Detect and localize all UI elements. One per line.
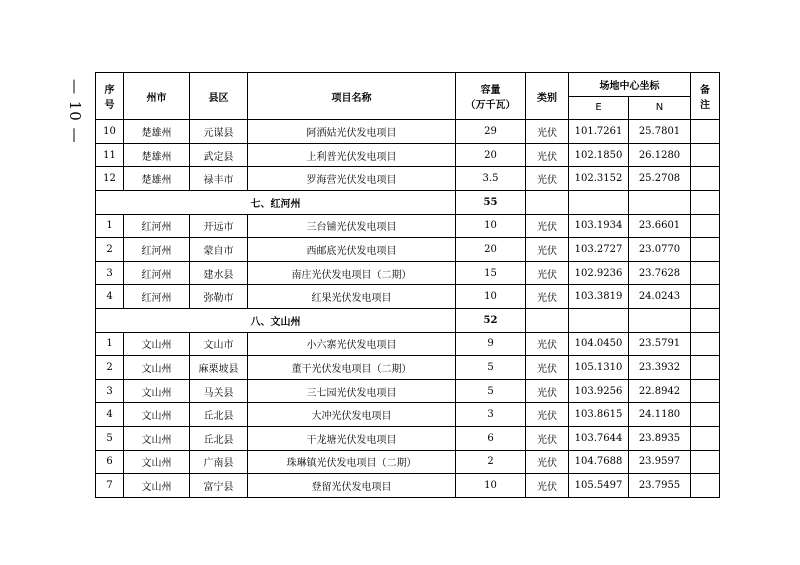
category-cell: 光伏 bbox=[526, 450, 569, 474]
city-cell: 文山州 bbox=[124, 403, 190, 427]
section-title: 七、红河州 bbox=[96, 190, 456, 214]
remark-cell bbox=[691, 450, 720, 474]
table-row bbox=[96, 474, 720, 498]
project-name-cell: 西邮底光伏发电项目 bbox=[248, 238, 456, 262]
city-cell: 红河州 bbox=[124, 214, 190, 238]
project-table bbox=[95, 72, 720, 498]
seq-cell: 6 bbox=[96, 450, 124, 474]
capacity-cell: 20 bbox=[456, 238, 526, 262]
county-cell: 开远市 bbox=[190, 214, 248, 238]
table-row bbox=[96, 285, 720, 309]
capacity-cell: 3 bbox=[456, 403, 526, 427]
city-cell: 文山州 bbox=[124, 379, 190, 403]
county-cell: 丘北县 bbox=[190, 426, 248, 450]
category-cell: 光伏 bbox=[526, 356, 569, 380]
coord-e-cell: 104.0450 bbox=[569, 332, 629, 356]
project-name-cell: 三台铺光伏发电项目 bbox=[248, 214, 456, 238]
coord-n-cell: 25.2708 bbox=[629, 167, 691, 191]
header-coord-n: N bbox=[629, 96, 691, 120]
project-name-cell: 上利普光伏发电项目 bbox=[248, 143, 456, 167]
seq-cell: 4 bbox=[96, 403, 124, 427]
project-name-cell: 罗海营光伏发电项目 bbox=[248, 167, 456, 191]
category-cell: 光伏 bbox=[526, 403, 569, 427]
city-cell: 文山州 bbox=[124, 474, 190, 498]
project-name-cell: 干龙塘光伏发电项目 bbox=[248, 426, 456, 450]
remark-cell bbox=[691, 403, 720, 427]
county-cell: 广南县 bbox=[190, 450, 248, 474]
category-cell: 光伏 bbox=[526, 426, 569, 450]
seq-cell: 2 bbox=[96, 238, 124, 262]
table-row bbox=[96, 238, 720, 262]
header-city: 州市 bbox=[124, 73, 190, 120]
coord-n-cell: 23.7955 bbox=[629, 474, 691, 498]
coord-n-cell: 24.0243 bbox=[629, 285, 691, 309]
remark-cell bbox=[691, 214, 720, 238]
category-cell: 光伏 bbox=[526, 120, 569, 144]
coord-n-cell: 23.3932 bbox=[629, 356, 691, 380]
city-cell: 文山州 bbox=[124, 332, 190, 356]
seq-cell: 4 bbox=[96, 285, 124, 309]
empty-cell bbox=[569, 190, 629, 214]
remark-cell bbox=[691, 356, 720, 380]
coord-e-cell: 105.5497 bbox=[569, 474, 629, 498]
project-name-cell: 小六寨光伏发电项目 bbox=[248, 332, 456, 356]
coord-n-cell: 24.1180 bbox=[629, 403, 691, 427]
city-cell: 文山州 bbox=[124, 356, 190, 380]
empty-cell bbox=[629, 190, 691, 214]
empty-cell bbox=[569, 308, 629, 332]
seq-cell: 12 bbox=[96, 167, 124, 191]
header-seq-line1: 序 bbox=[104, 85, 115, 97]
category-cell: 光伏 bbox=[526, 474, 569, 498]
county-cell: 元谋县 bbox=[190, 120, 248, 144]
county-cell: 文山市 bbox=[190, 332, 248, 356]
county-cell: 建水县 bbox=[190, 261, 248, 285]
header-row bbox=[96, 73, 720, 97]
category-cell: 光伏 bbox=[526, 332, 569, 356]
city-cell: 楚雄州 bbox=[124, 143, 190, 167]
category-cell: 光伏 bbox=[526, 261, 569, 285]
section-row bbox=[96, 190, 720, 214]
capacity-cell: 9 bbox=[456, 332, 526, 356]
table-row bbox=[96, 167, 720, 191]
remark-cell bbox=[691, 379, 720, 403]
coord-e-cell: 104.7688 bbox=[569, 450, 629, 474]
project-name-cell: 三七园光伏发电项目 bbox=[248, 379, 456, 403]
remark-cell bbox=[691, 261, 720, 285]
remark-cell bbox=[691, 167, 720, 191]
seq-cell: 10 bbox=[96, 120, 124, 144]
city-cell: 红河州 bbox=[124, 261, 190, 285]
header-category: 类别 bbox=[526, 73, 569, 120]
coord-e-cell: 102.1850 bbox=[569, 143, 629, 167]
coord-e-cell: 103.2727 bbox=[569, 238, 629, 262]
capacity-cell: 29 bbox=[456, 120, 526, 144]
empty-cell bbox=[526, 308, 569, 332]
table-row bbox=[96, 143, 720, 167]
county-cell: 马关县 bbox=[190, 379, 248, 403]
county-cell: 武定县 bbox=[190, 143, 248, 167]
section-capacity: 55 bbox=[456, 190, 526, 214]
capacity-cell: 6 bbox=[456, 426, 526, 450]
coord-e-cell: 103.8615 bbox=[569, 403, 629, 427]
empty-cell bbox=[691, 308, 720, 332]
coord-n-cell: 22.8942 bbox=[629, 379, 691, 403]
coord-e-cell: 101.7261 bbox=[569, 120, 629, 144]
city-cell: 文山州 bbox=[124, 426, 190, 450]
capacity-cell: 5 bbox=[456, 356, 526, 380]
seq-cell: 2 bbox=[96, 356, 124, 380]
coord-e-cell: 102.3152 bbox=[569, 167, 629, 191]
county-cell: 麻栗坡县 bbox=[190, 356, 248, 380]
seq-cell: 3 bbox=[96, 261, 124, 285]
seq-cell: 7 bbox=[96, 474, 124, 498]
city-cell: 文山州 bbox=[124, 450, 190, 474]
table-row bbox=[96, 120, 720, 144]
capacity-cell: 5 bbox=[456, 379, 526, 403]
city-cell: 红河州 bbox=[124, 238, 190, 262]
section-row bbox=[96, 308, 720, 332]
coord-n-cell: 26.1280 bbox=[629, 143, 691, 167]
project-name-cell: 大冲光伏发电项目 bbox=[248, 403, 456, 427]
seq-cell: 1 bbox=[96, 214, 124, 238]
project-name-cell: 红果光伏发电项目 bbox=[248, 285, 456, 309]
table-row bbox=[96, 332, 720, 356]
category-cell: 光伏 bbox=[526, 238, 569, 262]
coord-e-cell: 103.9256 bbox=[569, 379, 629, 403]
capacity-cell: 20 bbox=[456, 143, 526, 167]
empty-cell bbox=[526, 190, 569, 214]
category-cell: 光伏 bbox=[526, 285, 569, 309]
county-cell: 丘北县 bbox=[190, 403, 248, 427]
county-cell: 蒙自市 bbox=[190, 238, 248, 262]
seq-cell: 11 bbox=[96, 143, 124, 167]
coord-e-cell: 103.7644 bbox=[569, 426, 629, 450]
seq-cell: 3 bbox=[96, 379, 124, 403]
capacity-cell: 10 bbox=[456, 474, 526, 498]
header-seq bbox=[96, 73, 124, 120]
county-cell: 弥勒市 bbox=[190, 285, 248, 309]
header-remark-line2: 注 bbox=[700, 100, 710, 112]
header-capacity-line2: （万千瓦） bbox=[465, 100, 516, 112]
table-row bbox=[96, 356, 720, 380]
table-row bbox=[96, 426, 720, 450]
coord-e-cell: 103.3819 bbox=[569, 285, 629, 309]
coord-n-cell: 23.6601 bbox=[629, 214, 691, 238]
table-row bbox=[96, 450, 720, 474]
header-capacity-line1: 容量 bbox=[480, 85, 501, 97]
county-cell: 禄丰市 bbox=[190, 167, 248, 191]
capacity-cell: 15 bbox=[456, 261, 526, 285]
capacity-cell: 3.5 bbox=[456, 167, 526, 191]
project-name-cell: 珠琳镇光伏发电项目（二期） bbox=[248, 450, 456, 474]
city-cell: 红河州 bbox=[124, 285, 190, 309]
table-row bbox=[96, 261, 720, 285]
county-cell: 富宁县 bbox=[190, 474, 248, 498]
remark-cell bbox=[691, 474, 720, 498]
capacity-cell: 2 bbox=[456, 450, 526, 474]
project-name-cell: 登留光伏发电项目 bbox=[248, 474, 456, 498]
capacity-cell: 10 bbox=[456, 214, 526, 238]
project-name-cell: 阿洒姑光伏发电项目 bbox=[248, 120, 456, 144]
remark-cell bbox=[691, 143, 720, 167]
remark-cell bbox=[691, 332, 720, 356]
table-row bbox=[96, 403, 720, 427]
section-title: 八、文山州 bbox=[96, 308, 456, 332]
category-cell: 光伏 bbox=[526, 167, 569, 191]
header-coord: 场地中心坐标 bbox=[569, 73, 691, 97]
coord-n-cell: 25.7801 bbox=[629, 120, 691, 144]
table-row bbox=[96, 379, 720, 403]
coord-n-cell: 23.7628 bbox=[629, 261, 691, 285]
project-name-cell: 董干光伏发电项目（二期） bbox=[248, 356, 456, 380]
header-county: 县区 bbox=[190, 73, 248, 120]
empty-cell bbox=[691, 190, 720, 214]
table-row bbox=[96, 214, 720, 238]
category-cell: 光伏 bbox=[526, 214, 569, 238]
header-project: 项目名称 bbox=[248, 73, 456, 120]
coord-n-cell: 23.8935 bbox=[629, 426, 691, 450]
remark-cell bbox=[691, 238, 720, 262]
coord-e-cell: 105.1310 bbox=[569, 356, 629, 380]
coord-n-cell: 23.9597 bbox=[629, 450, 691, 474]
coord-n-cell: 23.5791 bbox=[629, 332, 691, 356]
empty-cell bbox=[629, 308, 691, 332]
project-name-cell: 南庄光伏发电项目（二期） bbox=[248, 261, 456, 285]
remark-cell bbox=[691, 426, 720, 450]
coord-n-cell: 23.0770 bbox=[629, 238, 691, 262]
coord-e-cell: 103.1934 bbox=[569, 214, 629, 238]
header-remark bbox=[691, 73, 720, 120]
section-capacity: 52 bbox=[456, 308, 526, 332]
city-cell: 楚雄州 bbox=[124, 120, 190, 144]
remark-cell bbox=[691, 120, 720, 144]
seq-cell: 5 bbox=[96, 426, 124, 450]
header-seq-line2: 号 bbox=[104, 100, 115, 112]
remark-cell bbox=[691, 285, 720, 309]
page-number: — 10 — bbox=[66, 78, 84, 144]
capacity-cell: 10 bbox=[456, 285, 526, 309]
coord-e-cell: 102.9236 bbox=[569, 261, 629, 285]
category-cell: 光伏 bbox=[526, 143, 569, 167]
city-cell: 楚雄州 bbox=[124, 167, 190, 191]
seq-cell: 1 bbox=[96, 332, 124, 356]
header-remark-line1: 备 bbox=[700, 85, 710, 97]
category-cell: 光伏 bbox=[526, 379, 569, 403]
header-capacity bbox=[456, 73, 526, 120]
header-coord-e: E bbox=[569, 96, 629, 120]
